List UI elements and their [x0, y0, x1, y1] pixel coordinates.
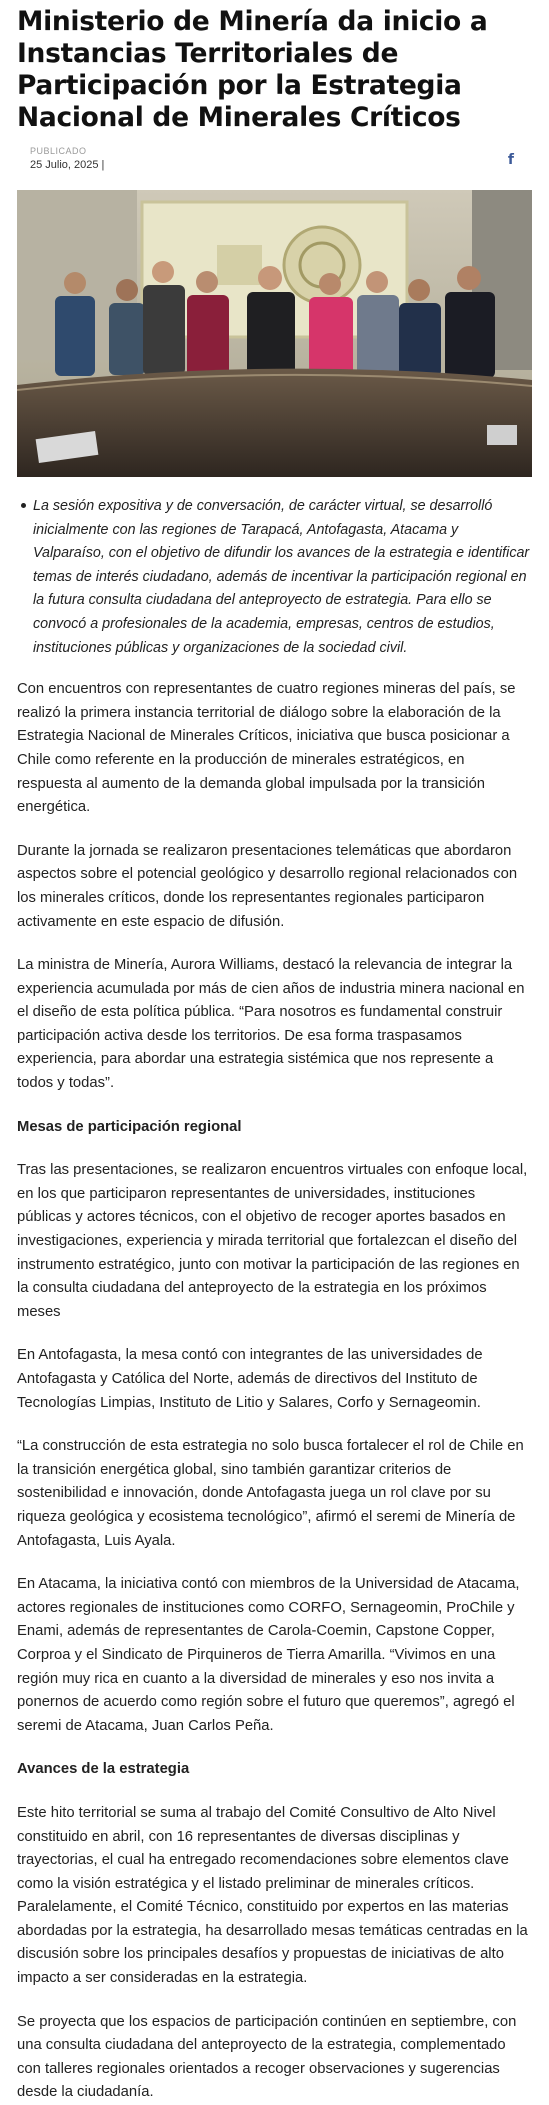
article-summary: La sesión expositiva y de conversación, de carácter virtual, se desarrolló inicialmente con las regiones de Tarapacá, Antofagasta, Atacama y Valparaíso, con el objetivo de difundir los avances de la estrategia e identificar temas de interés ciudadano, además de incentivar la participación regional en la futura consulta ciudadana del anteproyecto de estrategia. Para ello se convocó a profesionales de la academia, empresas, centros de estudios, instituciones públicas y organizaciones de la sociedad civil.	[33, 498, 530, 656]
paragraph: Durante la jornada se realizaron presentaciones telemáticas que abordaron aspectos sobre el potencial geológico y desarrollo regional relacionados con los minerales críticos, donde los representantes regionales participaron activamente en este espacio de difusión.	[17, 842, 518, 930]
paragraph: Tras las presentaciones, se realizaron encuentros virtuales con enfoque local, en los que participaron representantes de universidades, instituciones públicas y actores técnicos, con el objetivo de recoger aportes basados en investigaciones, experiencia y mirada territorial que fortalezcan el diseño del instrumento estratégico, junto con motivar la participación de las regiones en la consulta ciudadana del anteproyecto de la estrategia en los próximos meses	[17, 1162, 528, 1320]
article-photo	[17, 190, 532, 477]
bullet-icon	[21, 503, 26, 508]
summary-list-item	[17, 495, 532, 660]
published-label: PUBLICADO	[30, 146, 87, 156]
paragraph: En Atacama, la iniciativa contó con miembros de la Universidad de Atacama, actores regionales de instituciones como CORFO, Sernageomin, ProChile y Enami, además de representantes de Carola-Coemin, Capstone Copper, Corproa y el Sindicato de Pirquineros de Tierra Amarilla. “Vivimos en una región muy rica en cuanto a la diversidad de minerales y eso nos invita a ponernos de acuerdo como región sobre el futuro que queremos”, agregó el seremi de Atacama, Juan Carlos Peña.	[17, 1576, 520, 1734]
paragraph: Se proyecta que los espacios de participación continúen en septiembre, con una consulta ciudadana del anteproyecto de la estrategia, complementado con talleres regionales orientados a recoger observaciones y sugerencias desde la ciudadanía.	[17, 2013, 517, 2101]
paragraph: Este hito territorial se suma al trabajo del Comité Consultivo de Alto Nivel constituido en abril, con 16 representantes de diversas disciplinas y trayectorias, el cual ha entregado recomendaciones sobre elementos clave como la visión estratégica y el listado preliminar de minerales críticos. Paralelamente, el Comité Técnico, constituido por expertos en las materias abordadas por la estrategia, ha desarrollado mesas temáticas centradas en la discusión sobre los principales desafíos y propuestas de iniciativas de alto impacto a ser consideradas en la estrategia.	[17, 1804, 528, 1987]
article-body	[17, 678, 532, 2105]
paragraph: “La construcción de esta estrategia no solo busca fortalecer el rol de Chile en la transición energética global, sino también garantizar criterios de sostenibilidad e innovación, donde Antofagasta juega un rol clave por su riqueza geológica y ecosistema tecnológico”, afirmó el seremi de Minería de Antofagasta, Luis Ayala.	[17, 1438, 524, 1549]
section-heading: Mesas de participación regional	[17, 1118, 242, 1135]
paragraph: En Antofagasta, la mesa contó con integrantes de las universidades de Antofagasta y Católica del Norte, además de directivos del Instituto de Tecnologías Limpias, Instituto de Litio y Salares, Corfo y Sernageomin.	[17, 1347, 483, 1411]
paragraph: Con encuentros con representantes de cuatro regiones mineras del país, se realizó la primera instancia territorial de diálogo sobre la elaboración de la Estrategia Nacional de Minerales Críticos, iniciativa que busca posicionar a Chile como referente en la producción de minerales estratégicos, en respuesta al aumento de la demanda global impulsada por la transición energética.	[17, 681, 516, 816]
paragraph: La ministra de Minería, Aurora Williams, destacó la relevancia de integrar la experiencia acumulada por más de cien años de industria minera nacional en el diseño de esta política pública. “Para nosotros es fundamental construir participación activa desde los territorios. De esa forma traspasamos experiencia, para abordar una estrategia sistémica que nos represente a todos y todas”.	[17, 957, 525, 1092]
article-title: Ministerio de Minería da inicio a Instancias Territoriales de Participación por la Estrategia Nacional de Minerales Críticos	[17, 6, 488, 133]
facebook-share-icon[interactable]: f	[507, 152, 514, 168]
section-heading: Avances de la estrategia	[17, 1761, 190, 1778]
publish-date: 25 Julio, 2025 |	[30, 159, 105, 171]
article-meta	[17, 142, 532, 190]
